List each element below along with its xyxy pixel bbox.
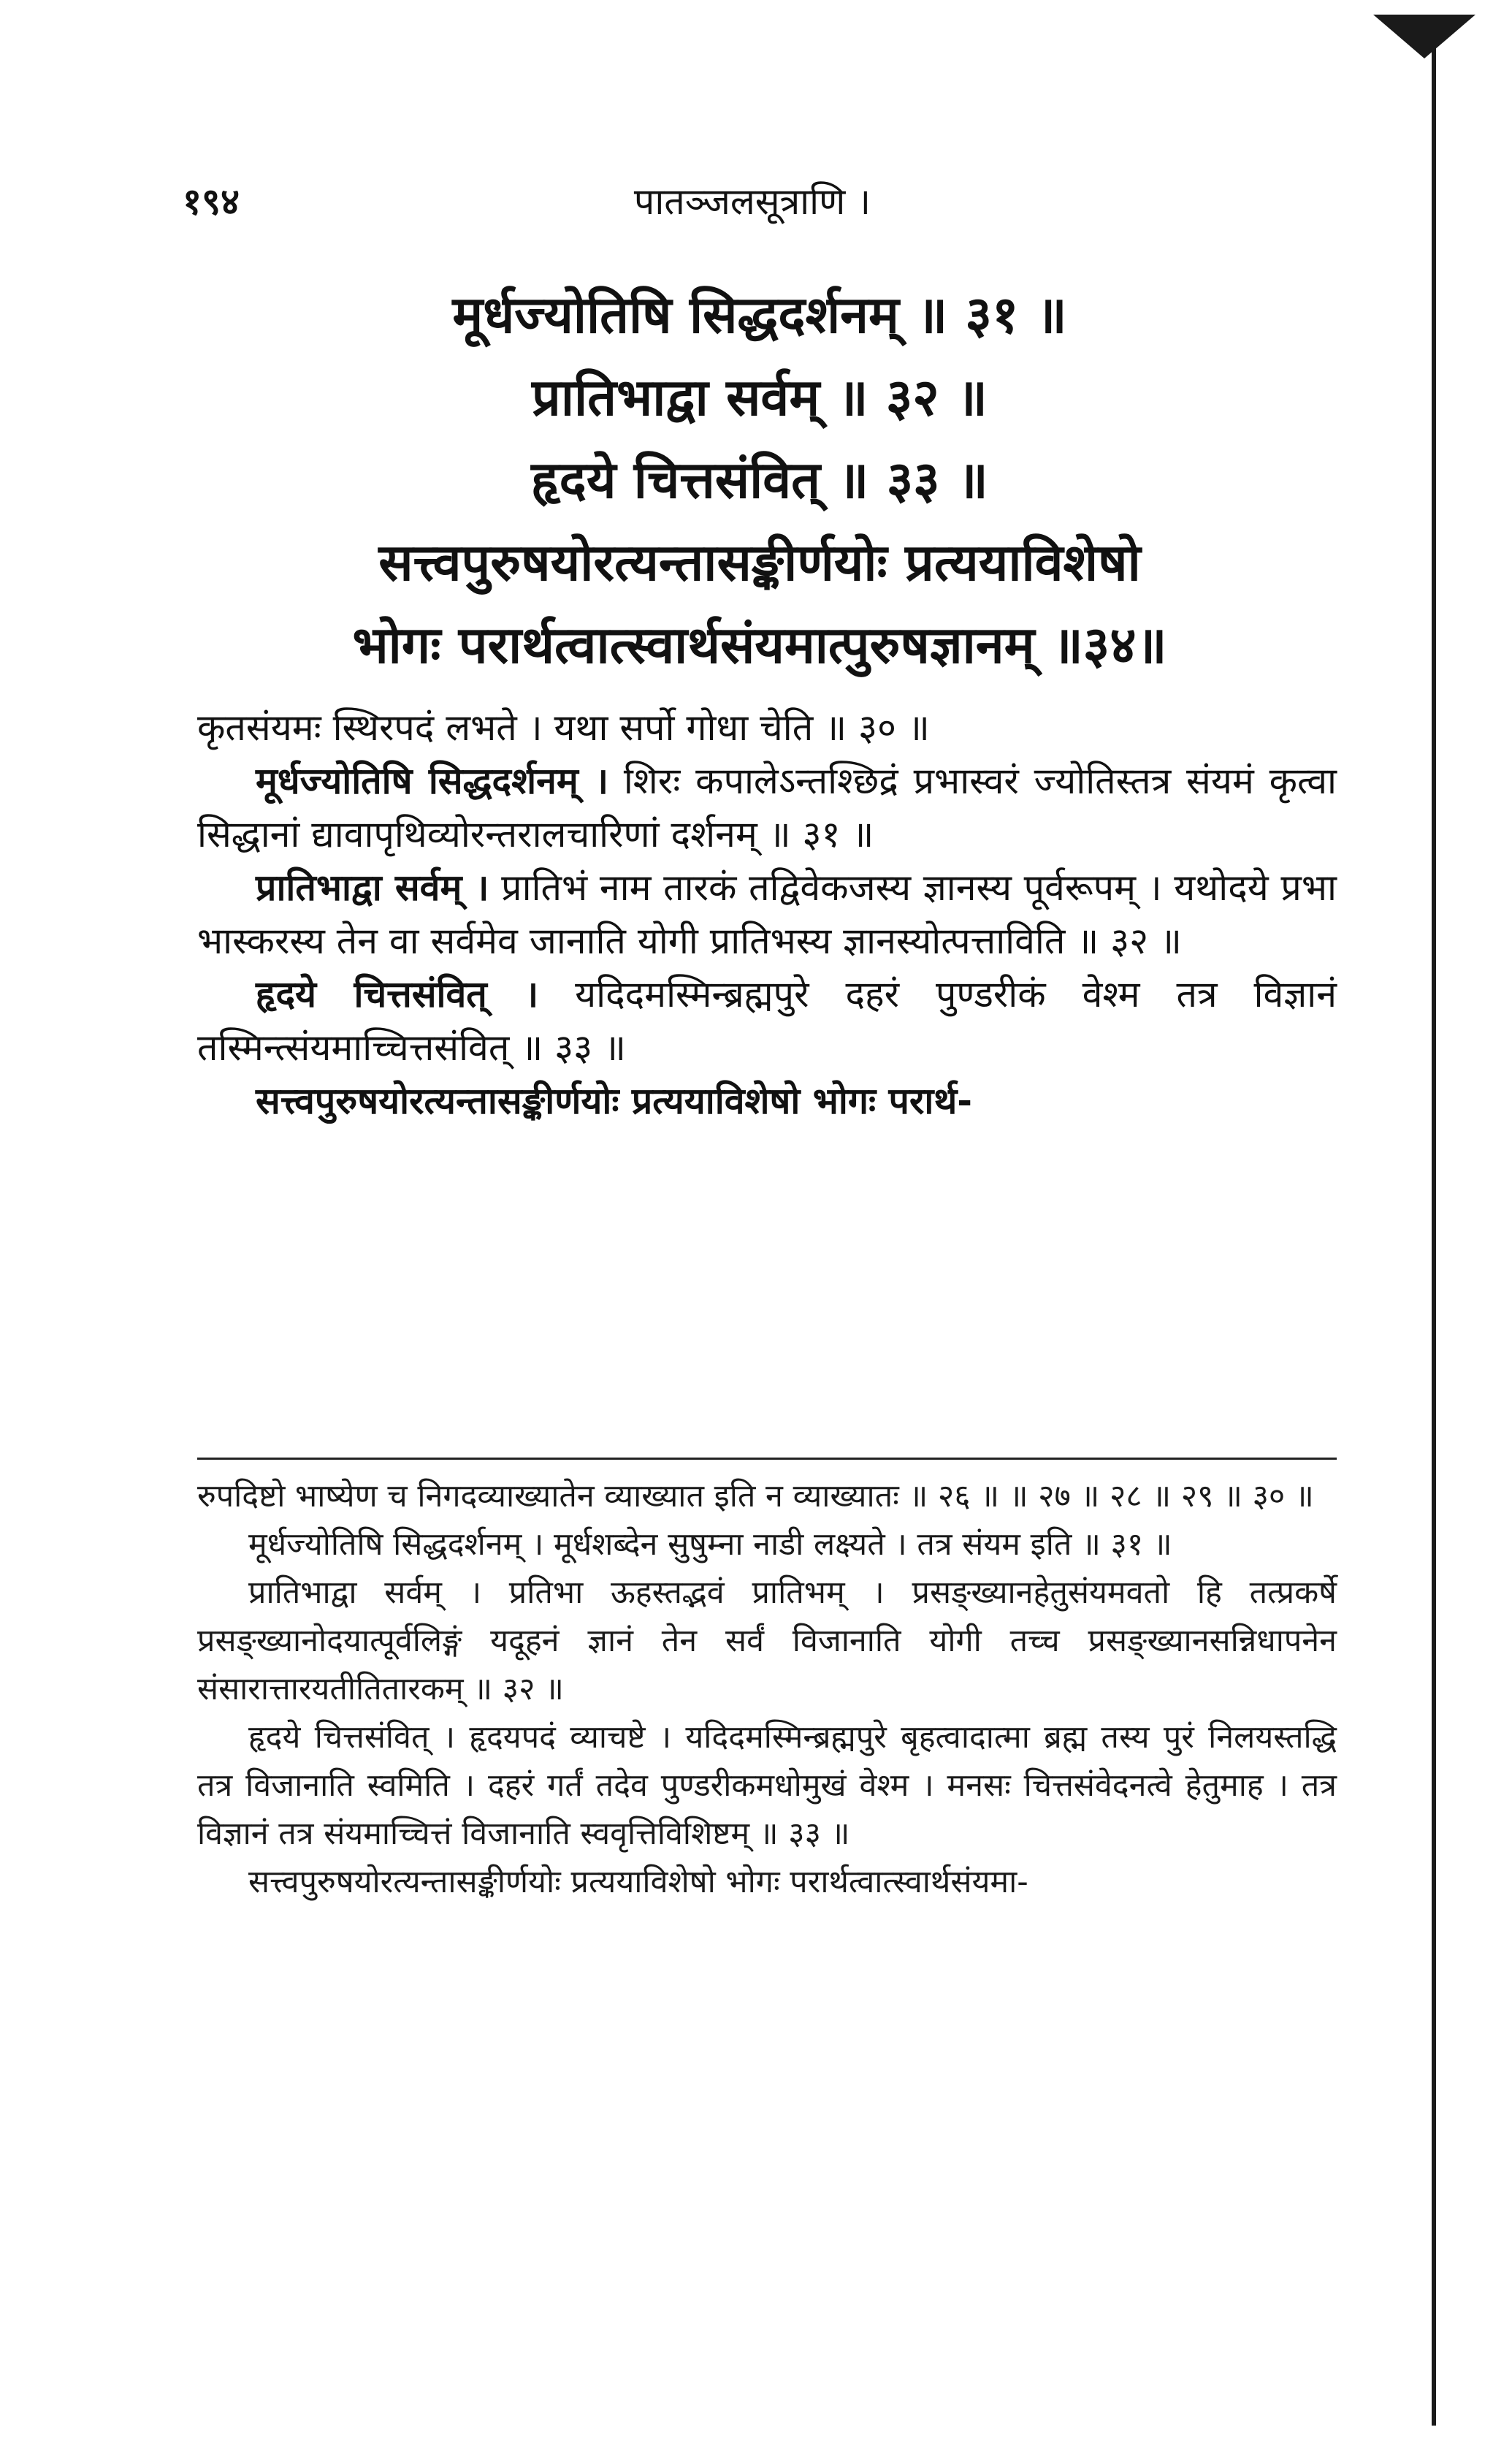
sutra-line: हृदये चित्तसंवित् ॥ ३३ ॥	[531, 450, 988, 510]
bhashya-paragraph	[197, 755, 1337, 861]
bhashya-lemma: मूर्धज्योतिषि सिद्धदर्शनम् ।	[256, 760, 609, 802]
bhashya-lemma: सत्त्वपुरुषयोरत्यन्तासङ्कीर्णयोः प्रत्ययाविशेषो भोगः परार्थ-	[256, 1080, 973, 1122]
page-edge-rule	[1432, 15, 1436, 2426]
bhashya-text: शिरः कपालेऽन्तश्छिद्रं प्रभास्वरं ज्योतिस्तत्र संयमं कृत्वा सिद्धानां द्यावापृथिव्योरन्तरालचारिणां दर्शनम् ॥ ३१ ॥	[197, 760, 1337, 856]
page-number: १९४	[183, 180, 240, 223]
bhashya-paragraph	[197, 861, 1337, 968]
bhashya-lemma: प्रातिभाद्वा सर्वम् ।	[256, 866, 489, 909]
sutra-line: मूर्धज्योतिषि सिद्धदर्शनम् ॥ ३१ ॥	[452, 285, 1067, 345]
bhashya-text: यदिदमस्मिन्ब्रह्मपुरे दहरं पुण्डरीकं वेश्म तत्र विज्ञानं तस्मिन्त्संयमाच्चित्तसंवित् ॥ ३३ ॥	[197, 973, 1337, 1069]
running-title: पातञ्जलसूत्राणि ।	[633, 180, 871, 223]
tika-paragraph: हृदये चित्तसंवित् । हृदयपदं व्याचष्टे । यदिदमस्मिन्ब्रह्मपुरे बृहत्वादात्मा ब्रह्म तस्य पुरं निलयस्तद्धि तत्र विजानाति स्वमिति । दहरं गर्तं तदेव पुण्डरीकमधोमुखं वेश्म । मनसः चित्तसंवेदनत्वे हेतुमाह । तत्र विज्ञानं तत्र संयमाच्चित्तं विजानाति स्ववृत्तिविशिष्टम् ॥ ३३ ॥	[197, 1719, 1337, 1852]
bhashya-paragraph	[197, 1075, 1337, 1128]
sutra-block	[190, 274, 1329, 687]
bhashya-paragraph	[197, 968, 1337, 1075]
tika-paragraph: सत्त्वपुरुषयोरत्यन्तासङ्कीर्णयोः प्रत्ययाविशेषो भोगः परार्थत्वात्स्वार्थसंयमा-	[248, 1864, 1028, 1900]
page-header	[183, 175, 1322, 234]
bhashya-paragraph: कृतसंयमः स्थिरपदं लभते । यथा सर्पो गोधा चेति ॥ ३० ॥	[197, 706, 930, 749]
corner-ink-mark	[1373, 15, 1475, 58]
footnote-divider	[197, 1458, 1337, 1460]
tika-paragraph: मूर्धज्योतिषि सिद्धदर्शनम् । मूर्धशब्देन सुषुम्ना नाडी लक्ष्यते । तत्र संयम इति ॥ ३१ ॥	[248, 1526, 1172, 1563]
bhashya-lemma: हृदये चित्तसंवित् ।	[256, 973, 539, 1016]
tika-paragraph: प्रातिभाद्वा सर्वम् । प्रतिभा ऊहस्तद्भवं प्रातिभम् । प्रसङ्ख्यानहेतुसंयमवतो हि तत्प्रकर्षे प्रसङ्ख्यानोदयात्पूर्वलिङ्गं यदूहनं ज्ञानं तेन सर्वं विजानाति योगी तच्च प्रसङ्ख्यानसन्निधापनेन संसारात्तारयतीतितारकम् ॥ ३२ ॥	[197, 1574, 1337, 1707]
sutra-line: भोगः परार्थत्वात्स्वार्थसंयमात्पुरुषज्ञानम् ॥३४॥	[352, 615, 1167, 675]
bhashya-commentary	[197, 701, 1337, 1128]
tika-paragraph: रुपदिष्टो भाष्येण च निगदव्याख्यातेन व्याख्यात इति न व्याख्यातः ॥ २६ ॥ ॥ २७ ॥ २८ ॥ २९ ॥ ३० ॥	[197, 1478, 1314, 1515]
tika-commentary	[197, 1472, 1337, 1906]
bhashya-text: प्रातिभं नाम तारकं तद्विवेकजस्य ज्ञानस्य पूर्वरूपम् । यथोदये प्रभा भास्करस्य तेन वा सर्वमेव जानाति योगी प्रातिभस्य ज्ञानस्योत्पत्ताविति ॥ ३२ ॥	[197, 866, 1337, 962]
sutra-line: सत्त्वपुरुषयोरत्यन्तासङ्कीर्णयोः प्रत्ययाविशेषो	[378, 533, 1141, 593]
sutra-line: प्रातिभाद्वा सर्वम् ॥ ३२ ॥	[532, 367, 988, 427]
